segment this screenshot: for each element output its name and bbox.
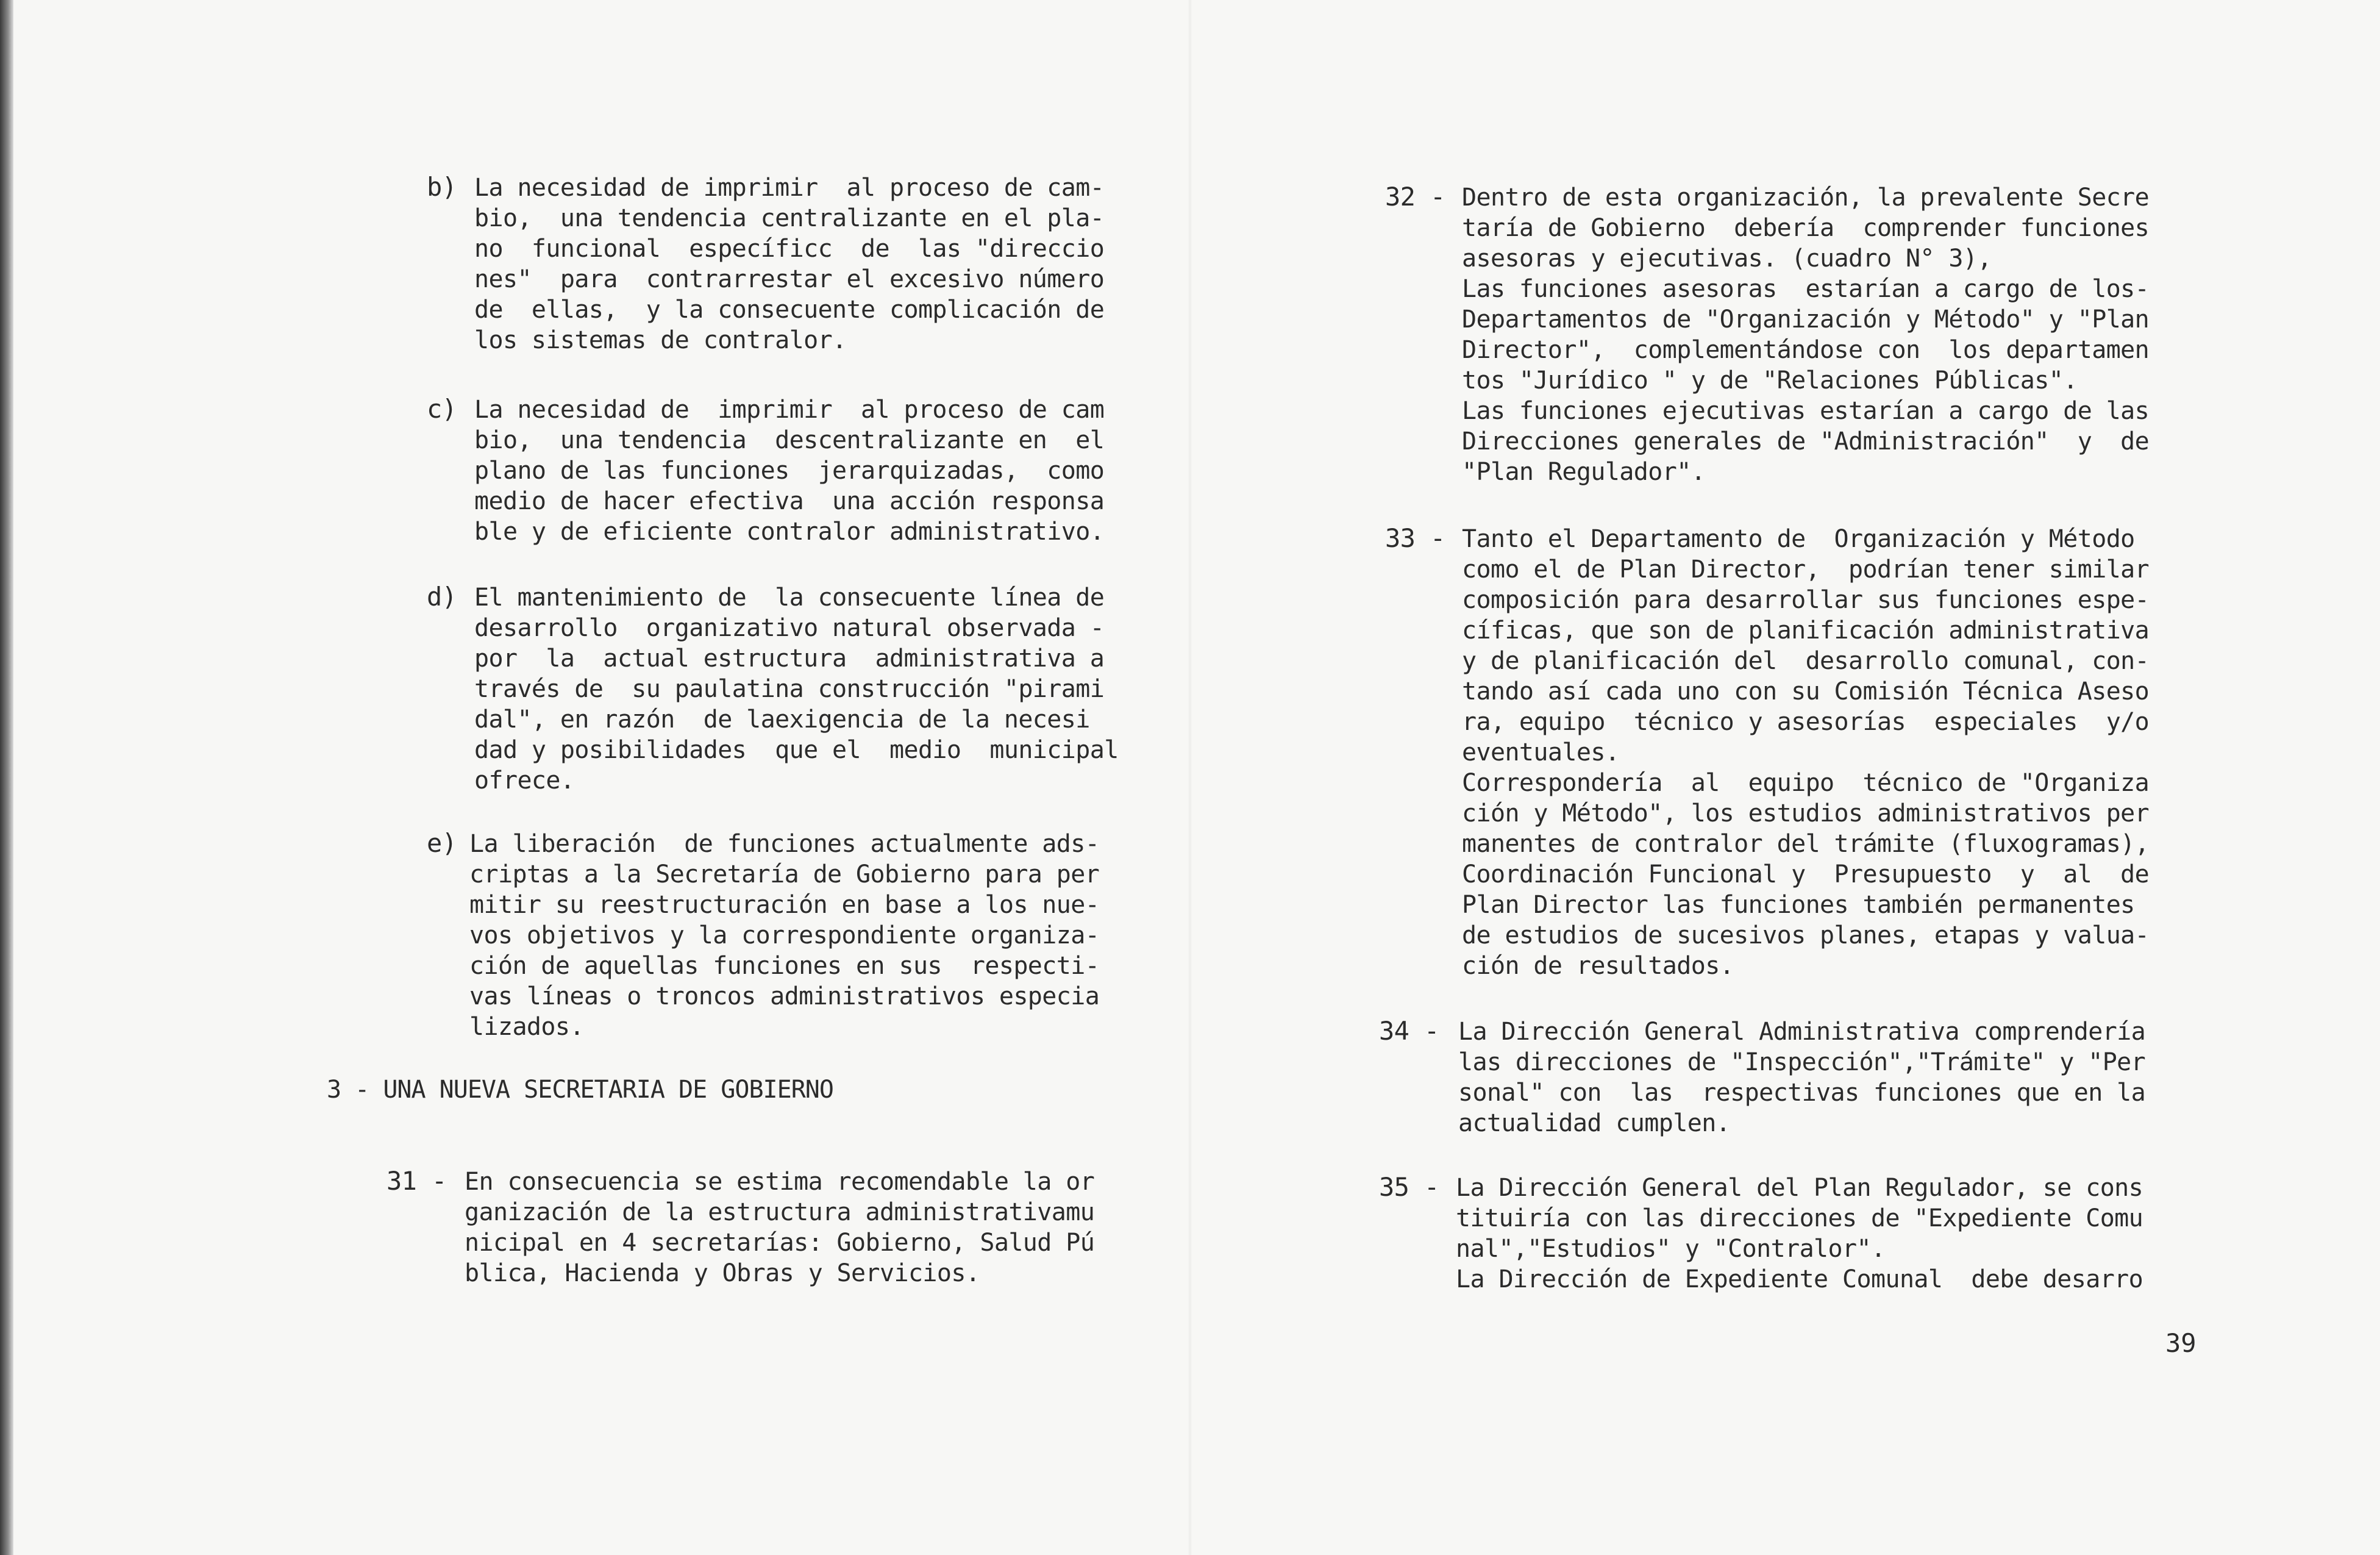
text-line: ble y de eficiente contralor administrativo.: [474, 518, 1105, 546]
text-line: Las funciones asesoras estarían a cargo de los-: [1462, 275, 2150, 303]
text-line: no funcional específicc de las "direccio: [474, 235, 1105, 263]
text-line: Departamentos de "Organización y Método" y "Plan: [1462, 306, 2150, 334]
paragraph-marker: 31 -: [387, 1166, 447, 1196]
text-line: desarrollo organizativo natural observada -: [474, 614, 1105, 642]
text-line: mitir su reestructuración en base a los nue-: [469, 891, 1100, 919]
text-line: composición para desarrollar sus funciones espe-: [1462, 586, 2150, 614]
item-marker: b): [427, 172, 457, 202]
text-line: eventuales.: [1462, 738, 1620, 767]
text-line: Director", complementándose con los departamen: [1462, 336, 2150, 364]
page-number: 39: [2165, 1328, 2197, 1358]
item-marker: c): [427, 394, 457, 424]
text-line: los sistemas de contralor.: [474, 326, 847, 354]
text-line: La liberación de funciones actualmente ads-: [469, 830, 1100, 858]
paragraph-marker: 32 -: [1385, 182, 1445, 212]
text-line: bio, una tendencia descentralizante en el: [474, 426, 1105, 454]
text-line: criptas a la Secretaría de Gobierno para per: [469, 860, 1100, 888]
text-line: de estudios de sucesivos planes, etapas y valua-: [1462, 921, 2150, 949]
text-line: lizados.: [469, 1013, 584, 1041]
text-line: actualidad cumplen.: [1458, 1109, 1731, 1137]
text-line: La necesidad de imprimir al proceso de cam-: [474, 174, 1105, 202]
paragraph-marker: 35 -: [1379, 1172, 1439, 1202]
text-line: blica, Hacienda y Obras y Servicios.: [465, 1259, 980, 1287]
text-line: tos "Jurídico " y de "Relaciones Públicas".: [1462, 366, 2078, 395]
text-line: Tanto el Departamento de Organización y Método: [1462, 525, 2135, 553]
paragraph-marker: 34 -: [1379, 1016, 1439, 1046]
text-line: medio de hacer efectiva una acción responsa: [474, 487, 1105, 515]
text-line: como el de Plan Director, podrían tener similar: [1462, 556, 2150, 584]
text-line: dal", en razón de laexigencia de la necesi: [474, 706, 1090, 734]
text-line: vas líneas o troncos administrativos especia: [469, 982, 1100, 1010]
text-line: El mantenimiento de la consecuente línea de: [474, 584, 1105, 612]
text-line: nal","Estudios" y "Contralor".: [1456, 1235, 1886, 1263]
text-line: dad y posibilidades que el medio municipal: [474, 736, 1119, 764]
text-line: asesoras y ejecutivas. (cuadro N° 3),: [1462, 245, 1992, 273]
text-line: por la actual estructura administrativa a: [474, 645, 1105, 673]
text-line: plano de las funciones jerarquizadas, como: [474, 457, 1105, 485]
text-line: "Plan Regulador".: [1462, 458, 1706, 486]
text-line: manentes de contralor del trámite (fluxogramas),: [1462, 830, 2150, 858]
text-line: tituiría con las direcciones de "Expediente Comu: [1456, 1204, 2143, 1232]
text-line: Direcciones generales de "Administración" y de: [1462, 427, 2150, 456]
text-line: las direcciones de "Inspección","Trámite" y "Per: [1458, 1048, 2146, 1076]
text-line: bio, una tendencia centralizante en el pla-: [474, 204, 1105, 232]
text-line: nes" para contrarrestar el excesivo número: [474, 265, 1105, 293]
text-line: sonal" con las respectivas funciones que en la: [1458, 1079, 2146, 1107]
text-line: ción de aquellas funciones en sus respecti-: [469, 952, 1100, 980]
text-line: ofrece.: [474, 767, 575, 795]
text-line: ción y Método", los estudios administrativos per: [1462, 799, 2150, 828]
text-line: nicipal en 4 secretarías: Gobierno, Salud Pú: [465, 1229, 1095, 1257]
text-line: Correspondería al equipo técnico de "Organiza: [1462, 769, 2150, 797]
page-fold: [1188, 0, 1192, 1555]
text-line: taría de Gobierno debería comprender funciones: [1462, 214, 2150, 242]
text-line: ción de resultados.: [1462, 952, 1734, 980]
text-line: tando así cada uno con su Comisión Técnica Aseso: [1462, 677, 2150, 706]
section-heading: 3 - UNA NUEVA SECRETARIA DE GOBIERNO: [327, 1076, 833, 1104]
text-line: Dentro de esta organización, la prevalente Secre: [1462, 184, 2150, 212]
paragraph-marker: 33 -: [1385, 523, 1445, 553]
text-line: La necesidad de imprimir al proceso de cam: [474, 396, 1105, 424]
text-line: ganización de la estructura administrativamu: [465, 1198, 1095, 1226]
text-line: La Dirección de Expediente Comunal debe desarro: [1456, 1265, 2143, 1293]
binding-edge: [0, 0, 13, 1555]
text-line: La Dirección General del Plan Regulador, se cons: [1456, 1174, 2143, 1202]
item-marker: d): [427, 582, 457, 612]
text-line: Plan Director las funciones también permanentes: [1462, 891, 2135, 919]
text-line: ra, equipo técnico y asesorías especiales y/o: [1462, 708, 2150, 736]
text-line: cíficas, que son de planificación administrativa: [1462, 617, 2150, 645]
text-line: Coordinación Funcional y Presupuesto y al de: [1462, 860, 2150, 888]
text-line: de ellas, y la consecuente complicación de: [474, 296, 1105, 324]
text-line: La Dirección General Administrativa comprendería: [1458, 1018, 2146, 1046]
text-line: y de planificación del desarrollo comunal, con-: [1462, 647, 2150, 675]
text-line: través de su paulatina construcción "pirami: [474, 675, 1105, 703]
text-line: Las funciones ejecutivas estarían a cargo de las: [1462, 397, 2150, 425]
text-line: En consecuencia se estima recomendable la or: [465, 1168, 1095, 1196]
text-line: vos objetivos y la correspondiente organiza-: [469, 921, 1100, 949]
item-marker: e): [427, 828, 457, 858]
